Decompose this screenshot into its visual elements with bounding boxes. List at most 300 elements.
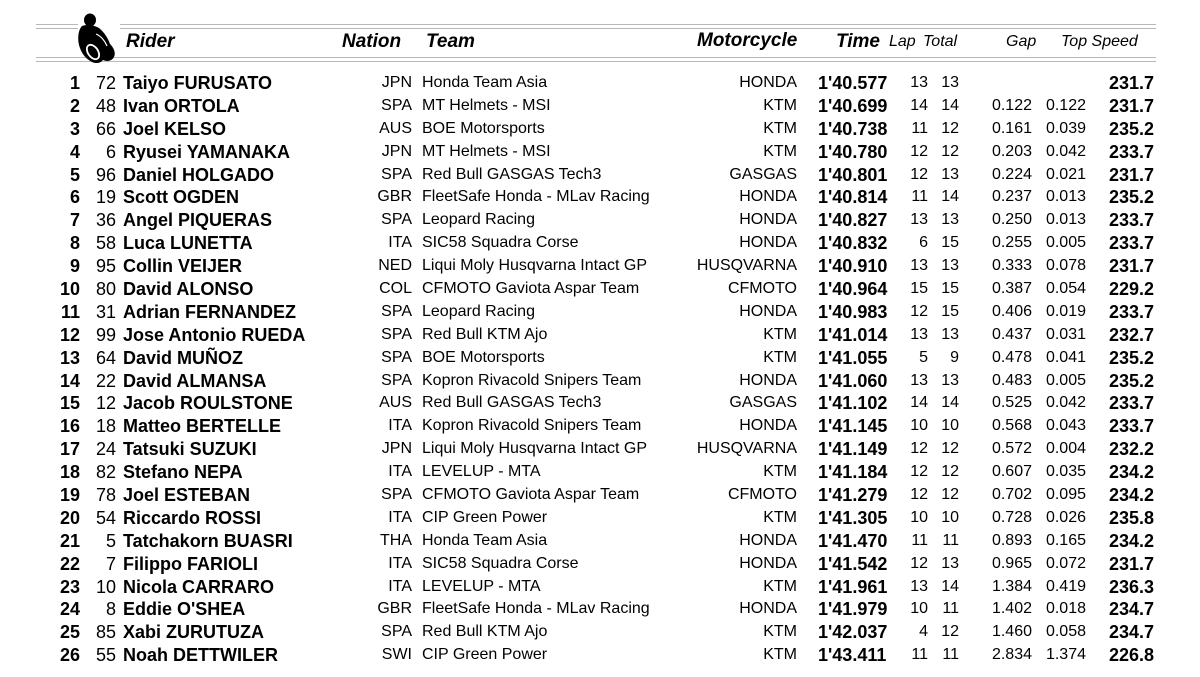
gap-to-first: 0.333: [991, 257, 1032, 275]
rider-number: 55: [95, 645, 116, 666]
rider-name: Xabi ZURUTUZA: [123, 622, 264, 643]
nation: ITA: [388, 508, 412, 526]
position: 1: [69, 73, 80, 93]
team: Honda Team Asia: [422, 531, 548, 549]
gap-to-first: 0.387: [991, 280, 1032, 298]
rider-number: 5: [105, 530, 116, 551]
rider-name: Tatsuki SUZUKI: [123, 439, 257, 460]
top-speed: 232.2: [1108, 439, 1154, 460]
rider-number: 7: [105, 553, 116, 574]
gap-to-previous: 0.031: [1045, 325, 1086, 343]
total-laps: 15: [941, 302, 959, 320]
lap: 12: [910, 165, 928, 183]
gap-to-first: 0.572: [991, 440, 1032, 458]
gap-to-previous: 0.072: [1045, 554, 1086, 572]
nation: SWI: [381, 646, 412, 664]
gap-to-first: 0.965: [991, 554, 1032, 572]
team: MT Helmets - MSI: [422, 142, 551, 160]
lap-time: 1'40.983: [818, 301, 888, 322]
col-header-motorcycle: Motorcycle: [697, 30, 798, 51]
top-speed: 233.7: [1108, 301, 1154, 322]
col-header-time: Time: [836, 31, 881, 52]
position: 11: [60, 301, 80, 322]
position: 7: [69, 210, 80, 231]
lap: 13: [910, 74, 928, 91]
team: Leopard Racing: [422, 211, 535, 229]
nation: ITA: [388, 463, 412, 481]
top-speed: 234.2: [1108, 485, 1154, 506]
table-row: [0, 576, 1200, 599]
gap-to-previous: 0.005: [1045, 234, 1086, 252]
header-rule-top: [120, 24, 1156, 25]
rider-number: 80: [95, 279, 116, 300]
team: Honda Team Asia: [422, 74, 548, 91]
lap: 4: [919, 623, 928, 641]
total-laps: 15: [941, 280, 959, 298]
nation: SPA: [381, 325, 412, 343]
motorcycle: KTM: [763, 508, 797, 526]
rider-number: 82: [95, 462, 116, 483]
rider-number: 72: [95, 73, 116, 93]
lap: 12: [910, 302, 928, 320]
motorcycle: HONDA: [739, 531, 797, 549]
lap-time: 1'40.910: [818, 256, 888, 277]
total-laps: 14: [941, 188, 959, 206]
rider-name: Luca LUNETTA: [123, 233, 253, 254]
position: 17: [59, 439, 80, 460]
lap: 14: [910, 394, 928, 412]
table-row: [0, 484, 1200, 507]
lap-time: 1'40.827: [818, 210, 888, 231]
results-table: [0, 72, 1200, 667]
top-speed: 233.7: [1108, 393, 1154, 414]
team: BOE Motorsports: [422, 348, 545, 366]
team: Red Bull GASGAS Tech3: [422, 394, 602, 412]
rider-name: Matteo BERTELLE: [123, 416, 282, 437]
rider-name: Stefano NEPA: [123, 462, 243, 483]
rider-name: Nicola CARRARO: [123, 576, 275, 597]
table-row: [0, 118, 1200, 141]
rider-name: Collin VEIJER: [123, 256, 243, 277]
rider-number: 8: [105, 599, 116, 620]
nation: THA: [380, 531, 412, 549]
rider-number: 36: [95, 210, 116, 231]
top-speed: 233.7: [1108, 141, 1154, 162]
col-header-nation: Nation: [342, 31, 402, 52]
team: CFMOTO Gaviota Aspar Team: [422, 280, 640, 298]
position: 18: [59, 462, 80, 483]
lap-time: 1'41.305: [818, 507, 888, 528]
top-speed: 235.2: [1108, 370, 1154, 391]
nation: SPA: [381, 165, 412, 183]
nation: GBR: [377, 600, 412, 618]
position: 20: [59, 507, 80, 528]
gap-to-previous: 0.013: [1045, 188, 1086, 206]
table-row: [0, 598, 1200, 621]
gap-to-previous: 0.035: [1045, 463, 1086, 481]
team: Liqui Moly Husqvarna Intact GP: [422, 440, 647, 458]
position: 16: [59, 416, 80, 437]
team: SIC58 Squadra Corse: [422, 554, 579, 572]
lap-time: 1'41.055: [818, 347, 888, 368]
gap-to-first: 0.702: [991, 486, 1032, 504]
position: 2: [69, 95, 80, 116]
lap: 13: [910, 211, 928, 229]
rider-name: Daniel HOLGADO: [123, 164, 275, 185]
gap-to-previous: 0.165: [1045, 531, 1086, 549]
motorcycle: HONDA: [739, 554, 797, 572]
lap-time: 1'41.145: [818, 416, 888, 437]
rider-number: 99: [95, 324, 116, 345]
gap-to-first: 0.203: [991, 142, 1032, 160]
team: Liqui Moly Husqvarna Intact GP: [422, 257, 647, 275]
top-speed: 234.2: [1108, 462, 1154, 483]
lap: 12: [910, 463, 928, 481]
col-header-team: Team: [426, 31, 475, 52]
motorcycle: KTM: [763, 348, 797, 366]
rider-number: 22: [95, 370, 116, 391]
rider-name: Adrian FERNANDEZ: [123, 301, 297, 322]
lap-time: 1'43.411: [818, 645, 887, 666]
motorcycle: KTM: [763, 463, 797, 481]
gap-to-first: 1.384: [991, 577, 1032, 595]
gap-to-first: 0.483: [991, 371, 1032, 389]
table-row: [0, 507, 1200, 530]
rider-name: Noah DETTWILER: [123, 645, 278, 666]
lap: 13: [910, 577, 928, 595]
motorcycle: KTM: [763, 577, 797, 595]
total-laps: 13: [941, 165, 959, 183]
rider-number: 6: [105, 141, 116, 162]
team: FleetSafe Honda - MLav Racing: [422, 600, 650, 618]
top-speed: 234.2: [1108, 530, 1154, 551]
rider-number: 31: [95, 301, 116, 322]
motorcycle: HUSQVARNA: [696, 440, 797, 458]
gap-to-previous: 0.004: [1045, 440, 1086, 458]
rider-name: Scott OGDEN: [123, 187, 240, 208]
gap-to-first: 0.255: [991, 234, 1032, 252]
lap: 11: [911, 646, 928, 664]
gap-to-previous: 0.122: [1045, 96, 1086, 114]
table-row: [0, 95, 1200, 118]
top-speed: 232.7: [1108, 324, 1154, 345]
gap-to-first: 0.122: [991, 96, 1032, 114]
top-speed: 234.7: [1108, 622, 1154, 643]
col-header-lap: Lap: [889, 33, 916, 50]
table-row: [0, 370, 1200, 393]
rider-name: Jacob ROULSTONE: [123, 393, 293, 414]
total-laps: 14: [941, 96, 959, 114]
table-row: [0, 621, 1200, 644]
table-row: [0, 186, 1200, 209]
col-header-rider: Rider: [126, 31, 175, 52]
motorcycle: KTM: [763, 623, 797, 641]
gap-to-previous: 0.042: [1045, 142, 1086, 160]
gap-to-previous: 0.054: [1045, 280, 1086, 298]
lap: 13: [910, 371, 928, 389]
lap: 12: [910, 554, 928, 572]
position: 10: [59, 279, 80, 300]
rider-number: 96: [95, 164, 116, 185]
lap: 10: [910, 417, 928, 435]
lap: 13: [910, 257, 928, 275]
lap: 14: [910, 96, 928, 114]
lap-time: 1'41.470: [818, 530, 888, 551]
nation: NED: [378, 257, 412, 275]
table-row: [0, 164, 1200, 187]
top-speed: 233.7: [1108, 416, 1154, 437]
rider-name: Ivan ORTOLA: [123, 95, 240, 116]
top-speed: 235.2: [1108, 187, 1154, 208]
lap: 12: [910, 142, 928, 160]
nation: ITA: [388, 554, 412, 572]
position: 26: [59, 645, 80, 666]
rider-number: 64: [95, 347, 116, 368]
rider-number: 10: [95, 576, 116, 597]
lap-time: 1'40.699: [818, 95, 888, 116]
lap: 12: [910, 486, 928, 504]
table-row: [0, 461, 1200, 484]
lap: 11: [911, 119, 928, 137]
gap-to-previous: 0.019: [1045, 302, 1086, 320]
position: 14: [59, 370, 80, 391]
top-speed: 231.7: [1108, 164, 1154, 185]
nation: AUS: [379, 119, 412, 137]
top-speed: 236.3: [1108, 576, 1154, 597]
team: LEVELUP - MTA: [422, 463, 541, 481]
gap-to-previous: 0.095: [1045, 486, 1086, 504]
rider-name: Filippo FARIOLI: [123, 553, 258, 574]
lap-time: 1'40.780: [818, 141, 888, 162]
gap-to-previous: 0.013: [1045, 211, 1086, 229]
gap-to-first: 0.525: [991, 394, 1032, 412]
team: FleetSafe Honda - MLav Racing: [422, 188, 650, 206]
nation: SPA: [381, 96, 412, 114]
gap-to-previous: 0.043: [1045, 417, 1086, 435]
col-header-gap: Gap: [1006, 33, 1037, 50]
table-row: [0, 392, 1200, 415]
rider-name: Eddie O'SHEA: [123, 599, 246, 620]
total-laps: 13: [941, 325, 959, 343]
lap-time: 1'41.149: [818, 439, 888, 460]
nation: JPN: [381, 440, 412, 458]
position: 9: [69, 256, 80, 277]
team: Leopard Racing: [422, 302, 535, 320]
gap-to-previous: 0.078: [1045, 257, 1086, 275]
top-speed: 231.7: [1108, 256, 1154, 277]
motorcycle: KTM: [763, 96, 797, 114]
nation: SPA: [381, 302, 412, 320]
nation: SPA: [381, 348, 412, 366]
col-header-total: Total: [923, 33, 958, 50]
gap-to-first: 0.406: [991, 302, 1032, 320]
gap-to-previous: 0.018: [1045, 600, 1086, 618]
total-laps: 10: [941, 417, 959, 435]
team: BOE Motorsports: [422, 119, 545, 137]
motorcycle: KTM: [763, 325, 797, 343]
position: 8: [69, 233, 80, 254]
total-laps: 11: [942, 646, 959, 664]
motorcycle: HONDA: [739, 417, 797, 435]
table-row: [0, 324, 1200, 347]
gap-to-first: 0.728: [991, 508, 1032, 526]
rider-name: Joel ESTEBAN: [123, 485, 251, 506]
table-row: [0, 278, 1200, 301]
table-row: [0, 209, 1200, 232]
nation: ITA: [388, 577, 412, 595]
nation: ITA: [388, 417, 412, 435]
table-row: [0, 415, 1200, 438]
total-laps: 12: [941, 440, 959, 458]
table-row: [0, 232, 1200, 255]
position: 23: [59, 576, 80, 597]
total-laps: 12: [941, 142, 959, 160]
gap-to-first: 2.834: [991, 646, 1032, 664]
header-rule-top: [120, 28, 1156, 29]
top-speed: 235.8: [1108, 507, 1154, 528]
position: 21: [59, 530, 80, 551]
position: 6: [69, 187, 80, 208]
top-speed: 235.2: [1108, 118, 1154, 139]
motorcycle: HONDA: [739, 371, 797, 389]
table-row: [0, 72, 1200, 95]
table-row: [0, 644, 1200, 667]
total-laps: 9: [950, 348, 959, 366]
motorcycle: HONDA: [739, 74, 797, 91]
gap-to-first: 0.250: [991, 211, 1032, 229]
gap-to-first: 0.224: [991, 165, 1032, 183]
nation: SPA: [381, 623, 412, 641]
lap-time: 1'41.979: [818, 599, 888, 620]
lap-time: 1'41.279: [818, 485, 888, 506]
lap-time: 1'41.961: [818, 576, 888, 597]
top-speed: 226.8: [1108, 645, 1154, 666]
team: Kopron Rivacold Snipers Team: [422, 417, 642, 435]
gap-to-first: 0.478: [991, 348, 1032, 366]
rider-number: 12: [95, 393, 116, 414]
lap: 13: [910, 325, 928, 343]
position: 15: [59, 393, 80, 414]
gap-to-previous: 0.021: [1045, 165, 1086, 183]
motorcycle: KTM: [763, 142, 797, 160]
total-laps: 13: [941, 211, 959, 229]
team: SIC58 Squadra Corse: [422, 234, 579, 252]
motorcycle: HONDA: [739, 188, 797, 206]
gap-to-first: 0.437: [991, 325, 1032, 343]
position: 25: [59, 622, 80, 643]
gap-to-first: 1.460: [991, 623, 1032, 641]
position: 24: [59, 599, 80, 620]
total-laps: 12: [941, 623, 959, 641]
gap-to-previous: 0.058: [1045, 623, 1086, 641]
team: Kopron Rivacold Snipers Team: [422, 371, 642, 389]
lap: 11: [911, 188, 928, 206]
gap-to-first: 0.161: [991, 119, 1032, 137]
total-laps: 12: [941, 119, 959, 137]
lap-time: 1'40.801: [818, 164, 888, 185]
lap: 10: [910, 508, 928, 526]
rider-number: 58: [95, 233, 116, 254]
gap-to-previous: 1.374: [1045, 646, 1086, 664]
motorcycle: CFMOTO: [727, 280, 797, 298]
lap-time: 1'40.964: [818, 279, 888, 300]
motorcycle: KTM: [763, 119, 797, 137]
position: 19: [59, 485, 80, 506]
total-laps: 12: [941, 463, 959, 481]
motorcycle: GASGAS: [729, 165, 797, 183]
motorcycle: HONDA: [739, 234, 797, 252]
total-laps: 11: [942, 531, 959, 549]
rider-number: 19: [95, 187, 116, 208]
nation: GBR: [377, 188, 412, 206]
lap-time: 1'41.060: [818, 370, 888, 391]
nation: AUS: [379, 394, 412, 412]
lap-time: 1'40.738: [818, 118, 888, 139]
rider-name: Jose Antonio RUEDA: [123, 324, 306, 345]
table-row: [0, 530, 1200, 553]
table-row: [0, 347, 1200, 370]
motorcycle: HONDA: [739, 600, 797, 618]
motorcycle: KTM: [763, 646, 797, 664]
total-laps: 13: [941, 554, 959, 572]
gap-to-first: 0.568: [991, 417, 1032, 435]
total-laps: 13: [941, 257, 959, 275]
rider-name: Angel PIQUERAS: [123, 210, 273, 231]
top-speed: 229.2: [1108, 279, 1154, 300]
lap-time: 1'41.102: [818, 393, 888, 414]
rider-number: 54: [95, 507, 116, 528]
team: CIP Green Power: [422, 646, 548, 664]
rider-number: 95: [95, 256, 116, 277]
lap-time: 1'42.037: [818, 622, 888, 643]
rider-name: David ALMANSA: [123, 370, 267, 391]
team: MT Helmets - MSI: [422, 96, 551, 114]
position: 22: [59, 553, 80, 574]
nation: SPA: [381, 486, 412, 504]
gap-to-previous: 0.005: [1045, 371, 1086, 389]
top-speed: 235.2: [1108, 347, 1154, 368]
team: CIP Green Power: [422, 508, 548, 526]
total-laps: 12: [941, 486, 959, 504]
motorcycle: HONDA: [739, 302, 797, 320]
total-laps: 10: [941, 508, 959, 526]
lap-time: 1'40.832: [818, 233, 888, 254]
motorcycle: GASGAS: [729, 394, 797, 412]
top-speed: 231.7: [1108, 73, 1154, 93]
top-speed: 233.7: [1108, 233, 1154, 254]
lap: 15: [910, 280, 928, 298]
team: LEVELUP - MTA: [422, 577, 541, 595]
gap-to-previous: 0.026: [1045, 508, 1086, 526]
table-row: [0, 255, 1200, 278]
rider-name: Ryusei YAMANAKA: [123, 141, 291, 162]
col-header-top-speed: Top Speed: [1061, 33, 1138, 50]
top-speed: 231.7: [1108, 95, 1154, 116]
lap: 5: [919, 348, 928, 366]
gap-to-previous: 0.419: [1045, 577, 1086, 595]
lap: 11: [911, 531, 928, 549]
nation: JPN: [381, 142, 412, 160]
total-laps: 11: [942, 600, 959, 618]
lap-time: 1'40.814: [818, 187, 888, 208]
top-speed: 234.7: [1108, 599, 1154, 620]
table-row: [0, 438, 1200, 461]
position: 4: [69, 141, 80, 162]
header-rule-top: [36, 28, 78, 29]
rider-number: 24: [95, 439, 116, 460]
header-rule-bottom: [36, 61, 1156, 62]
lap-time: 1'41.014: [818, 324, 888, 345]
